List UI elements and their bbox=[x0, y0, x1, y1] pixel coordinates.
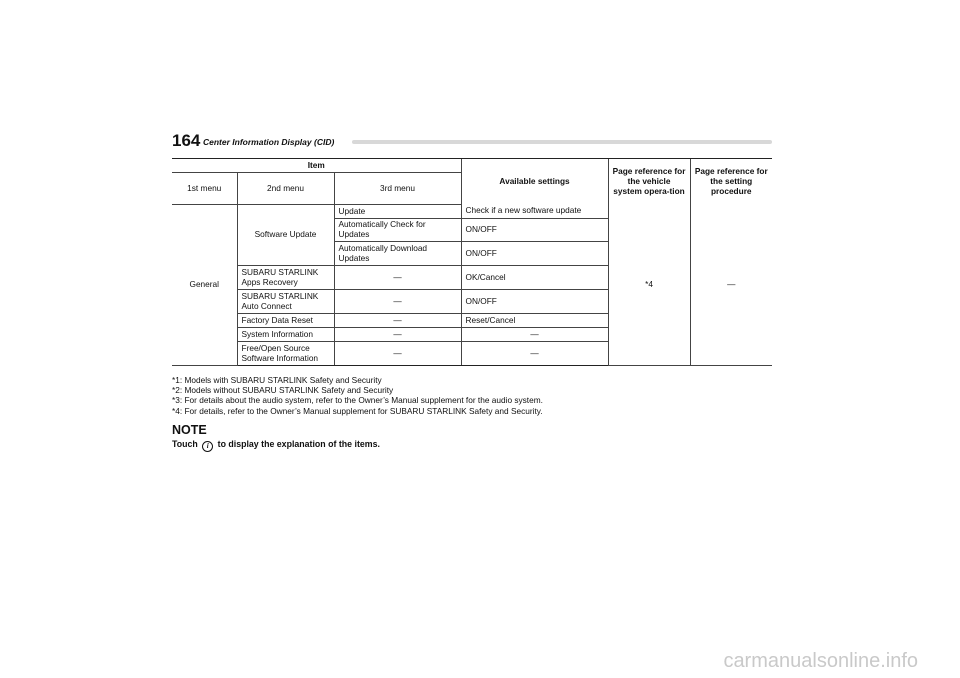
note-heading: NOTE bbox=[172, 423, 207, 437]
item-header: Item bbox=[172, 159, 461, 173]
note-text-after: to display the explanation of the items. bbox=[217, 439, 380, 449]
setting-open-source: — bbox=[461, 342, 608, 366]
menu2-auto-connect: SUBARU STARLINK Auto Connect bbox=[237, 290, 334, 314]
menu3-header: 3rd menu bbox=[334, 173, 461, 205]
footnotes bbox=[172, 375, 772, 416]
page-number: 164 bbox=[172, 131, 201, 150]
setting-update: Check if a new software update bbox=[461, 205, 608, 219]
menu2-open-source: Free/Open Source Software Information bbox=[237, 342, 334, 366]
header-rule bbox=[352, 140, 772, 144]
menu1-general: General bbox=[172, 205, 237, 366]
table-row bbox=[172, 205, 772, 219]
setting-system-info: — bbox=[461, 328, 608, 342]
footnote: *4: For details, refer to the Owner’s Manual supplement for SUBARU STARLINK Safety and Security. bbox=[172, 405, 543, 416]
page-ref-vehicle-header: Page reference for the vehicle system opera-tion bbox=[608, 159, 690, 205]
menu2-header: 2nd menu bbox=[237, 173, 334, 205]
note-text-before: Touch bbox=[172, 439, 198, 449]
page-ref-setting-header: Page reference for the setting procedure bbox=[690, 159, 772, 205]
settings-table bbox=[172, 158, 772, 366]
menu3-update: Update bbox=[334, 205, 461, 219]
note-text bbox=[172, 439, 380, 452]
available-settings-header: Available settings bbox=[461, 159, 608, 205]
page-ref-setting: — bbox=[690, 205, 772, 366]
menu2-factory-reset: Factory Data Reset bbox=[237, 314, 334, 328]
menu1-header: 1st menu bbox=[172, 173, 237, 205]
menu3-open-source: — bbox=[334, 342, 461, 366]
menu3-system-info: — bbox=[334, 328, 461, 342]
page-ref-vehicle: *4 bbox=[608, 205, 690, 366]
section-title: Center Information Display (CID) bbox=[203, 137, 335, 147]
footnote: *3: For details about the audio system, refer to the Owner’s Manual supplement for the audio system. bbox=[172, 395, 543, 406]
footnote: *1: Models with SUBARU STARLINK Safety and Security bbox=[172, 375, 382, 385]
menu3-factory-reset: — bbox=[334, 314, 461, 328]
watermark: carmanualsonline.info bbox=[723, 650, 918, 672]
setting-apps-recovery: OK/Cancel bbox=[461, 266, 608, 290]
menu3-auto-connect: — bbox=[334, 290, 461, 314]
menu3-auto-download: Automatically Download Updates bbox=[334, 242, 461, 266]
menu3-auto-check: Automatically Check for Updates bbox=[334, 219, 461, 242]
setting-auto-check: ON/OFF bbox=[461, 219, 608, 242]
setting-auto-download: ON/OFF bbox=[461, 242, 608, 266]
setting-factory-reset: Reset/Cancel bbox=[461, 314, 608, 328]
footnote: *2: Models without SUBARU STARLINK Safety and Security bbox=[172, 385, 394, 396]
setting-auto-connect: ON/OFF bbox=[461, 290, 608, 314]
page-header bbox=[172, 131, 772, 153]
menu2-software-update: Software Update bbox=[237, 205, 334, 266]
menu2-system-info: System Information bbox=[237, 328, 334, 342]
info-icon: i bbox=[202, 441, 213, 452]
menu2-apps-recovery: SUBARU STARLINK Apps Recovery bbox=[237, 266, 334, 290]
menu3-apps-recovery: — bbox=[334, 266, 461, 290]
